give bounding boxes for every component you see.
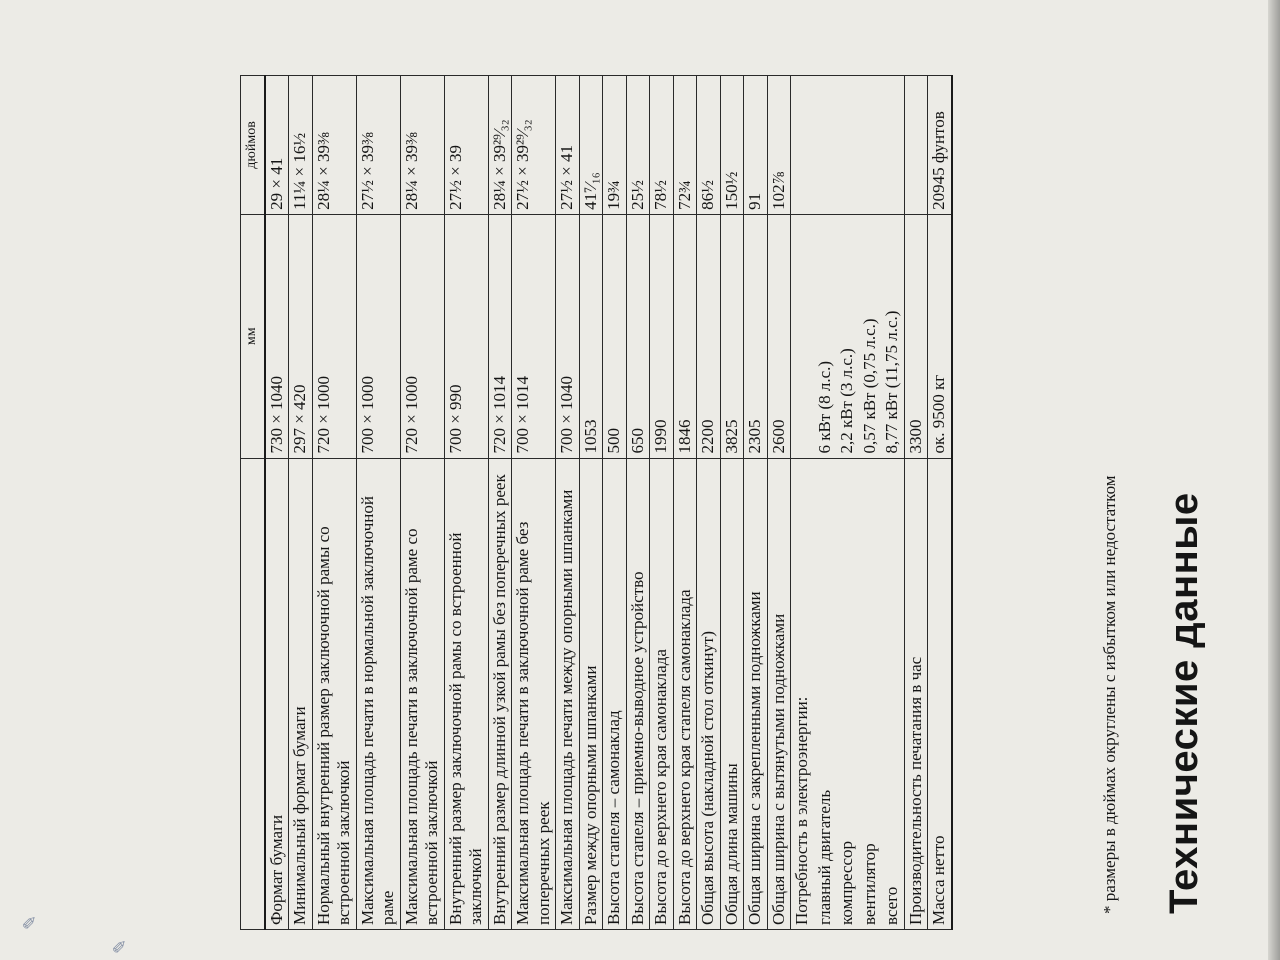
row-mm: 1053 xyxy=(579,214,603,458)
power-row xyxy=(881,76,904,930)
row-mm: 720 × 1014 xyxy=(488,214,512,458)
table-row xyxy=(356,76,400,930)
row-inches: 91 xyxy=(744,76,768,215)
table-row xyxy=(488,76,512,930)
row-label: Общая ширина с закрепленными подножками xyxy=(744,458,768,929)
power-item-value: 2,2 кВт (3 л.с.) xyxy=(836,214,859,458)
table-row xyxy=(400,76,444,930)
row-label: Высота стапеля – приемно-выводное устройство xyxy=(626,458,650,929)
row-label: Высота до верхнего края стапеля самонаклада xyxy=(673,458,697,929)
row-mm: 650 xyxy=(626,214,650,458)
row-mm: 500 xyxy=(603,214,627,458)
table-row xyxy=(720,76,744,930)
row-mm: 2600 xyxy=(767,214,791,458)
row-mm: 700 × 1014 xyxy=(512,214,556,458)
power-item-value: 0,57 кВт (0,75 л.с.) xyxy=(859,214,882,458)
row-label: Максимальная площадь печати в заключочной раме со встроенной заключкой xyxy=(400,458,444,929)
table-row xyxy=(626,76,650,930)
row-inches: 11¼ × 16½ xyxy=(289,76,313,215)
table-row xyxy=(650,76,674,930)
row-mm: 3300 xyxy=(904,214,928,458)
row-mm: 3825 xyxy=(720,214,744,458)
row-label: Минимальный формат бумаги xyxy=(289,458,313,929)
table-row xyxy=(673,76,697,930)
row-label: Высота до верхнего края самонаклада xyxy=(650,458,674,929)
row-label: Максимальная площадь печати в нормальной заключочной раме xyxy=(356,458,400,929)
table-header-row xyxy=(241,76,265,930)
row-inches: 27½ × 39 xyxy=(444,76,488,215)
header-parameter xyxy=(241,458,265,929)
table-row xyxy=(767,76,791,930)
row-mm: 730 × 1040 xyxy=(265,214,289,458)
row-mm: 1990 xyxy=(650,214,674,458)
row-inches: 86½ xyxy=(697,76,721,215)
row-label: Общая ширина с вытянутыми подножками xyxy=(767,458,791,929)
row-mm: 2305 xyxy=(744,214,768,458)
pen-mark: ✎ xyxy=(110,938,131,954)
power-item-label: компрессор xyxy=(836,458,859,929)
row-mm: ок. 9500 кг xyxy=(928,214,952,458)
power-item-label: главный двигатель xyxy=(814,458,837,929)
row-label: Максимальная площадь печати между опорными шпанками xyxy=(556,458,580,929)
table-row xyxy=(312,76,356,930)
header-mm: мм xyxy=(241,214,265,458)
row-label: Внутренний размер длинной узкой рамы без поперечных реек xyxy=(488,458,512,929)
footnote: * размеры в дюймах округлены с избытком или недостатком xyxy=(1100,475,1119,914)
pen-mark: ✎ xyxy=(20,914,41,930)
row-inches: 27½ × 39²⁹⁄₃₂ xyxy=(512,76,556,215)
row-inches xyxy=(904,76,928,215)
table-row xyxy=(444,76,488,930)
page-title: Технические данные xyxy=(1162,492,1206,914)
table-row xyxy=(556,76,580,930)
power-row xyxy=(859,76,882,930)
row-inches: 28¼ × 39⅜ xyxy=(400,76,444,215)
row-label: Масса нетто xyxy=(928,458,952,929)
row-label: Общая длина машины xyxy=(720,458,744,929)
row-label: Размер между опорными шпанками xyxy=(579,458,603,929)
row-label: Общая высота (накладной стол откинут) xyxy=(697,458,721,929)
row-inches: 27½ × 41 xyxy=(556,76,580,215)
row-inches: 27½ × 39⅜ xyxy=(356,76,400,215)
row-inches: 78½ xyxy=(650,76,674,215)
row-inches: 102⅞ xyxy=(767,76,791,215)
row-mm: 720 × 1000 xyxy=(312,214,356,458)
table-row xyxy=(512,76,556,930)
row-inches: 25½ xyxy=(626,76,650,215)
row-label: Производительность печатания в час xyxy=(904,458,928,929)
row-inches: 41⁷⁄₁₆ xyxy=(579,76,603,215)
row-mm: 1846 xyxy=(673,214,697,458)
power-item-value: 8,77 кВт (11,75 л.с.) xyxy=(881,214,904,458)
row-inches: 28¼ × 39²⁹⁄₃₂ xyxy=(488,76,512,215)
row-label: Нормальный внутренний размер заключочной рамы со встроенной заключкой xyxy=(312,458,356,929)
table-row xyxy=(744,76,768,930)
row-inches: 72¾ xyxy=(673,76,697,215)
power-label: Потребность в электроэнергии: xyxy=(791,458,814,929)
row-mm: 700 × 1000 xyxy=(356,214,400,458)
power-row xyxy=(814,76,837,930)
row-mm: 2200 xyxy=(697,214,721,458)
table-row xyxy=(579,76,603,930)
row-inches: 29 × 41 xyxy=(265,76,289,215)
row-label: Максимальная площадь печати в заключочной раме без поперечных реек xyxy=(512,458,556,929)
table-row xyxy=(603,76,627,930)
row-label: Внутренний размер заключочной рамы со встроенной заключкой xyxy=(444,458,488,929)
header-inches: дюймов xyxy=(241,76,265,215)
row-label: Высота стапеля – самонаклад xyxy=(603,458,627,929)
power-item-value: 6 кВт (8 л.с.) xyxy=(814,214,837,458)
power-row xyxy=(836,76,859,930)
table-row xyxy=(904,76,928,930)
power-item-label: всего xyxy=(881,458,904,929)
row-inches: 28¼ × 39⅜ xyxy=(312,76,356,215)
spec-table xyxy=(240,75,953,930)
table-row xyxy=(697,76,721,930)
row-mm: 700 × 990 xyxy=(444,214,488,458)
row-inches: 20945 фунтов xyxy=(928,76,952,215)
table-row xyxy=(289,76,313,930)
power-item-label: вентилятор xyxy=(859,458,882,929)
row-mm: 297 × 420 xyxy=(289,214,313,458)
page-edge xyxy=(1268,0,1280,960)
power-header-row xyxy=(791,76,814,930)
table-row xyxy=(265,76,289,930)
row-inches: 19¾ xyxy=(603,76,627,215)
row-label: Формат бумаги xyxy=(265,458,289,929)
row-mm: 700 × 1040 xyxy=(556,214,580,458)
row-inches: 150½ xyxy=(720,76,744,215)
row-mm: 720 × 1000 xyxy=(400,214,444,458)
table-row xyxy=(928,76,952,930)
